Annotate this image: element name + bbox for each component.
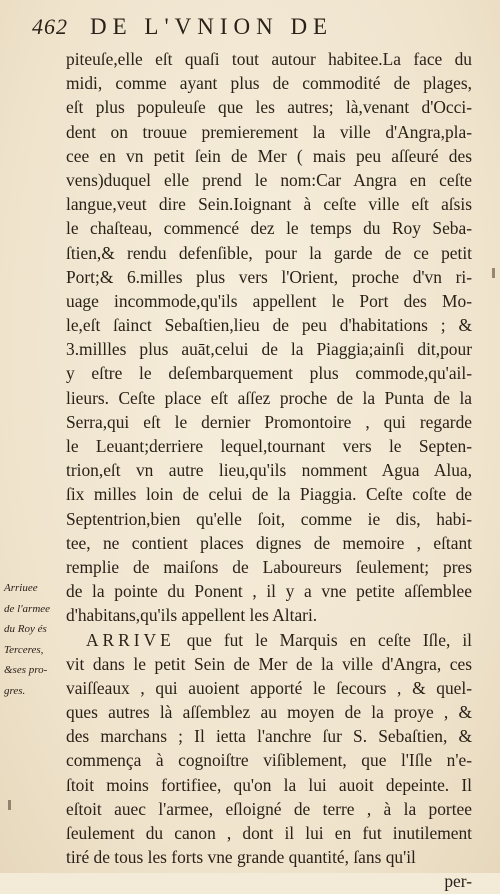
text-line: d'habitans,qu'ils appellent les Altari.	[66, 605, 318, 626]
running-head: DE L'VNION DE	[90, 14, 334, 39]
text-line: commença à cognoiſtre viſiblement, que l'Iſle n'e-	[66, 750, 472, 771]
text-line	[66, 628, 472, 652]
text-line: le,eſt ſainct Sebaſtien,lieu de peu d'habitations ; &	[66, 315, 472, 336]
text-line: 3.millles plus auāt,celui de la Piaggia;ainſi dit,pour	[66, 339, 472, 360]
text-line: des marchans ; Il ietta l'anchre ſur S. Sebaſtien, &	[66, 726, 472, 747]
text-line: remplie de maiſons de Laboureurs ſeulement; pres	[66, 556, 472, 577]
margin-note	[4, 578, 66, 701]
page-number: 462	[32, 14, 68, 39]
text-line: cee en vn petit ſein de Mer ( mais peu aſſeuré des	[66, 145, 472, 166]
text-line: midi, comme ayant plus de commodité de plages,	[66, 73, 472, 94]
margin-note-line: Arriuee	[4, 582, 38, 594]
text-line: piteuſe,elle eſt quaſi tout autour habitee.La face du	[66, 49, 472, 69]
paragraph-lead-word: ARRIVE	[86, 629, 175, 650]
page-header	[32, 14, 472, 44]
margin-note-line: Terceres,	[4, 643, 44, 656]
text-line: lieurs. Ceſte place eſt aſſez proche de la Punta de la	[66, 387, 472, 408]
margin-note-line: gres.	[4, 684, 26, 697]
text-line: vaiſſeaux , qui auoient apporté le ſecours , & quel-	[66, 677, 472, 698]
text-line: langue,veut dire Sein.Ioignant à ceſte ville eſt aſsis	[66, 194, 472, 215]
text-line: ques autres là aſſemblez au moyen de la proye , &	[66, 702, 472, 723]
text-line: Septentrion,bien qu'elle ſoit, comme ie dis, habi-	[66, 508, 472, 529]
text-line: ſtien,& rendu defenſible, pour la garde de ce petit	[66, 242, 472, 263]
text-line: tiré de tous les forts vne grande quantité, ſans qu'il	[66, 847, 416, 868]
text-line: Port;& 6.milles plus vers l'Orient, proche d'vn ri-	[66, 266, 472, 287]
text-line: tee, ne contient places dignes de memoire , eſtant	[66, 532, 472, 553]
body-text	[66, 47, 472, 894]
text-line: dent on trouue premierement la ville d'Angra,pla-	[66, 121, 472, 142]
ink-mark	[8, 800, 11, 810]
margin-note-line: du Roy és	[4, 623, 47, 635]
text-line: eſtoit auec l'armee, eſloigné de terre , à la portee	[66, 798, 472, 819]
paragraph-2	[66, 628, 472, 894]
text-line: Serra,qui eſt le dernier Promontoire , qui regarde	[66, 411, 472, 432]
catchword: per-	[444, 871, 472, 892]
text-line: y eſtre le deſembarquement plus commode,qu'ail-	[66, 363, 472, 384]
text-line: le Leuant;derriere lequel,tournant vers le Septen-	[66, 436, 472, 456]
text-line: le chaſteau, commencé dez le temps du Roy Seba-	[66, 218, 472, 239]
text-line: vens)duquel elle prend le nom:Car Angra en ceſte	[66, 169, 472, 190]
margin-note-line: de l'armee	[4, 602, 51, 615]
text-line: uage incommode,qu'ils appellent le Port des Mo-	[66, 290, 472, 311]
text-line: de la pointe du Ponent , il y a vne petite aſſemblee	[66, 581, 472, 602]
ink-mark	[492, 268, 495, 278]
text-line: eſt plus populeuſe que les autres; là,venant d'Occi-	[66, 97, 472, 118]
text-line: vit dans le petit Sein de Mer de la ville d'Angra, ces	[66, 653, 472, 674]
text-line: ſeulement du canon , dont il lui en fut inutilement	[66, 823, 472, 843]
text-line: ſix milles loin de celui de la Piaggia. Ceſte coſte de	[66, 484, 472, 505]
text-fragment: que fut le Marquis en ceſte Iſle, il	[174, 629, 472, 650]
margin-note-line: &ses pro-	[4, 664, 48, 676]
paragraph-1	[66, 47, 472, 628]
text-line: trion,eſt vn autre lieu,qu'ils nomment Agua Alua,	[66, 460, 472, 481]
text-line: ſtoit moins fortifiee, qu'on la lui auoit depeinte. Il	[66, 774, 472, 795]
